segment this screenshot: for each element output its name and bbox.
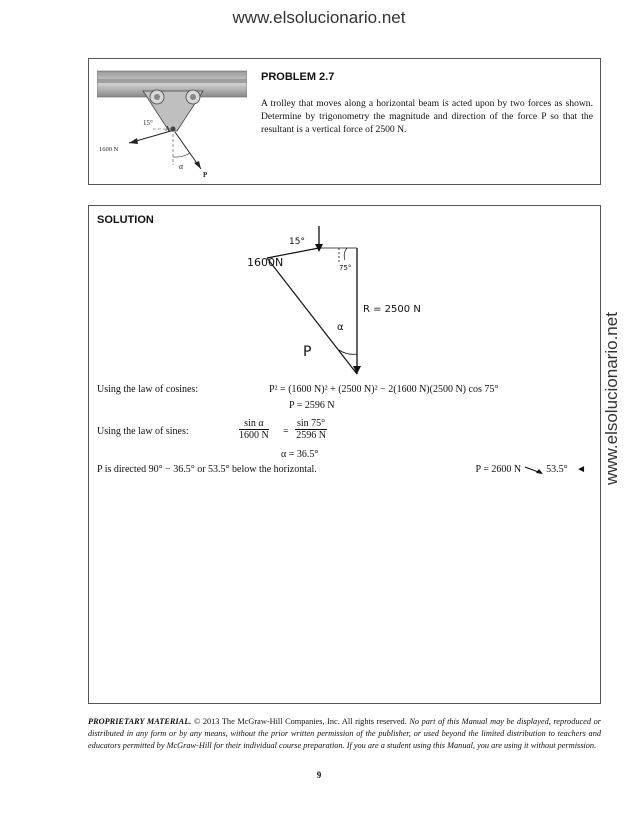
sketch-label-15: 15° xyxy=(289,237,305,247)
problem-statement: A trolley that moves along a horizontal beam is acted upon by two forces as shown. Determine by trigonometry the magnitude and direction of the force P so that the resultant is a vertical force of 2500 N. xyxy=(261,98,593,135)
sines-rhs-fraction xyxy=(295,418,327,441)
force-triangle-sketch xyxy=(239,226,469,376)
sines-lhs-fraction xyxy=(239,418,269,441)
footer-label: PROPRIETARY MATERIAL. xyxy=(88,717,192,726)
answer-magnitude: P = 2600 N xyxy=(475,464,522,475)
final-answer xyxy=(476,464,586,475)
figure-point-a: A xyxy=(165,125,171,133)
sines-label: Using the law of sines: xyxy=(97,426,189,437)
page-number: 9 xyxy=(316,770,322,780)
solution-box xyxy=(88,205,601,704)
figure-force-1600: 1600 N xyxy=(99,146,119,153)
footer-permission-text: No part of this Manual may be displayed, reproduced or distributed in any form or by any means, without the prior written permission of the publisher, or used beyond the limited distribution to teachers and educators permitted by McGraw-Hill for their individual course preparation. If you are a student using this Manual, you are using it without permission. xyxy=(88,717,601,750)
sketch-label-p: P xyxy=(303,344,312,360)
problem-title: PROBLEM 2.7 xyxy=(261,71,335,83)
solution-title: SOLUTION xyxy=(97,214,154,226)
cosines-label: Using the law of cosines: xyxy=(97,384,199,395)
sketch-label-75: 75° xyxy=(339,264,352,272)
sketch-label-alpha: α xyxy=(337,322,344,333)
sines-rhs-numerator: sin 75° xyxy=(297,418,326,429)
sines-equals: = xyxy=(283,426,289,437)
sines-result: α = 36.5° xyxy=(281,449,319,460)
watermark-side: www.elsolucionario.net xyxy=(602,312,621,485)
answer-angle: 53.5° xyxy=(546,464,568,475)
direction-statement: P is directed 90° − 36.5° or 53.5° below the horizontal. xyxy=(97,464,317,475)
sketch-label-resultant: R = 2500 N xyxy=(363,304,421,315)
footer-copyright: © 2013 The McGraw-Hill Companies, Inc. All rights reserved. xyxy=(193,717,407,726)
sketch-p-vector xyxy=(267,258,357,374)
figure-alpha: α xyxy=(179,162,184,171)
direction-arrow-icon xyxy=(524,465,544,475)
sketch-label-1600: 1600N xyxy=(247,256,284,269)
sines-rhs-denominator: 2596 N xyxy=(296,430,326,441)
trolley-figure xyxy=(97,65,247,180)
sines-lhs-numerator: sin α xyxy=(239,418,269,430)
answer-marker: ◄ xyxy=(576,464,586,475)
figure-angle-15: 15° xyxy=(143,119,153,127)
cosines-equation: P² = (1600 N)² + (2500 N)² − 2(1600 N)(2500 N) cos 75° xyxy=(269,384,499,395)
cosines-result: P = 2596 N xyxy=(289,400,335,411)
problem-box xyxy=(88,58,601,185)
figure-force-p: P xyxy=(203,171,208,179)
footer-notice xyxy=(88,716,601,752)
watermark-top: www.elsolucionario.net xyxy=(232,8,406,27)
sines-lhs-denominator: 1600 N xyxy=(239,430,269,441)
